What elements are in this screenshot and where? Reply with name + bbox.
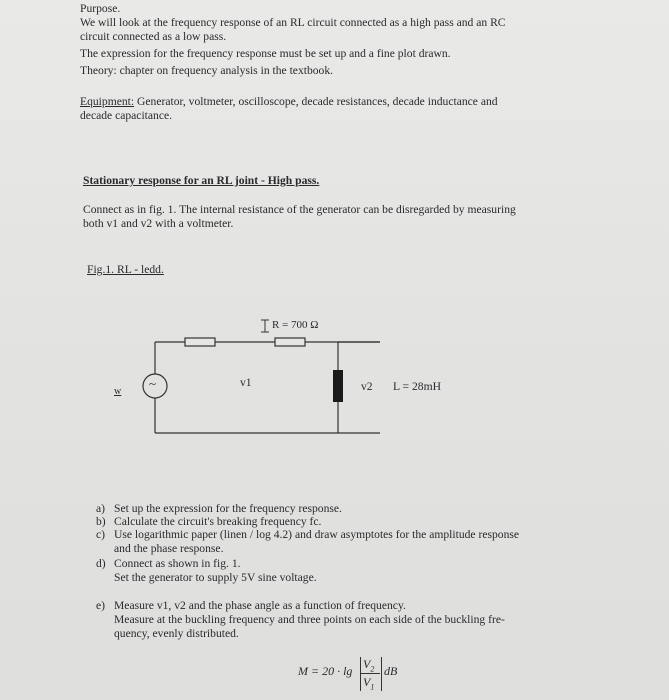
series-resistor-right [275, 338, 305, 346]
formula-lhs: M = 20 · lg [298, 664, 353, 678]
task-d-text: Connect as shown in fig. 1. [114, 557, 241, 570]
v2-label: v2 [361, 380, 373, 393]
task-d-letter: d) [96, 557, 106, 570]
connect-line-2: both v1 and v2 with a voltmeter. [83, 217, 234, 230]
formula-den-sub: 1 [370, 682, 375, 692]
formula-unit: dB [384, 664, 398, 678]
intro-line-3: The expression for the frequency response must be set up and a fine plot drawn. [80, 47, 451, 60]
task-c-text-cont: and the phase response. [114, 542, 224, 555]
v1-label: v1 [240, 376, 252, 389]
formula-numerator [363, 657, 374, 673]
equipment-text: Generator, voltmeter, oscilloscope, decade resistances, decade inductance and [134, 95, 498, 108]
task-e-text: Measure v1, v2 and the phase angle as a function of frequency. [114, 599, 406, 612]
task-c-text: Use logarithmic paper (linen / log 4.2) and draw asymptotes for the amplitude response [114, 528, 520, 541]
task-b-letter: b) [96, 515, 106, 528]
task-e-text-cont-1: Measure at the buckling frequency and three points on each side of the buckling fre- [114, 613, 505, 626]
formula-num-sub: 2 [370, 664, 375, 674]
inductor-block [333, 370, 343, 402]
formula-den-v: V [363, 675, 371, 689]
equipment-line-1 [80, 95, 498, 108]
inductor-label: L = 28mH [393, 380, 441, 393]
figure-caption: Fig.1. RL - ledd. [87, 263, 164, 276]
connect-line-1: Connect as in fig. 1. The internal resistance of the generator can be disregarded by measuring [83, 203, 516, 216]
source-symbol: ~ [149, 376, 157, 391]
formula-denominator [363, 675, 374, 691]
purpose-heading: Purpose. [80, 2, 121, 15]
resistor-label: R = 700 Ω [272, 319, 319, 331]
task-a-letter: a) [96, 502, 106, 515]
intro-line-1: We will look at the frequency response of an RL circuit connected as a high pass and an RC [80, 16, 506, 29]
w-label: w [114, 386, 122, 397]
formula-num-v: V [363, 657, 371, 671]
equipment-line-2: decade capacitance. [80, 109, 173, 122]
intro-line-4: Theory: chapter on frequency analysis in the textbook. [80, 64, 334, 77]
equipment-label: Equipment: [80, 95, 135, 108]
task-e-letter: e) [96, 599, 106, 612]
task-b-text: Calculate the circuit's breaking frequency fc. [114, 515, 322, 528]
task-e-text-cont-2: quency, evenly distributed. [114, 627, 239, 640]
task-c-letter: c) [96, 528, 106, 541]
formula-fraction-bar [361, 673, 380, 674]
intro-line-2: circuit connected as a low pass. [80, 30, 227, 43]
task-d-text-cont: Set the generator to supply 5V sine voltage. [114, 571, 317, 584]
task-a-text: Set up the expression for the frequency response. [114, 502, 342, 515]
section-title: Stationary response for an RL joint - High pass. [83, 174, 320, 187]
series-resistor-left [185, 338, 215, 346]
